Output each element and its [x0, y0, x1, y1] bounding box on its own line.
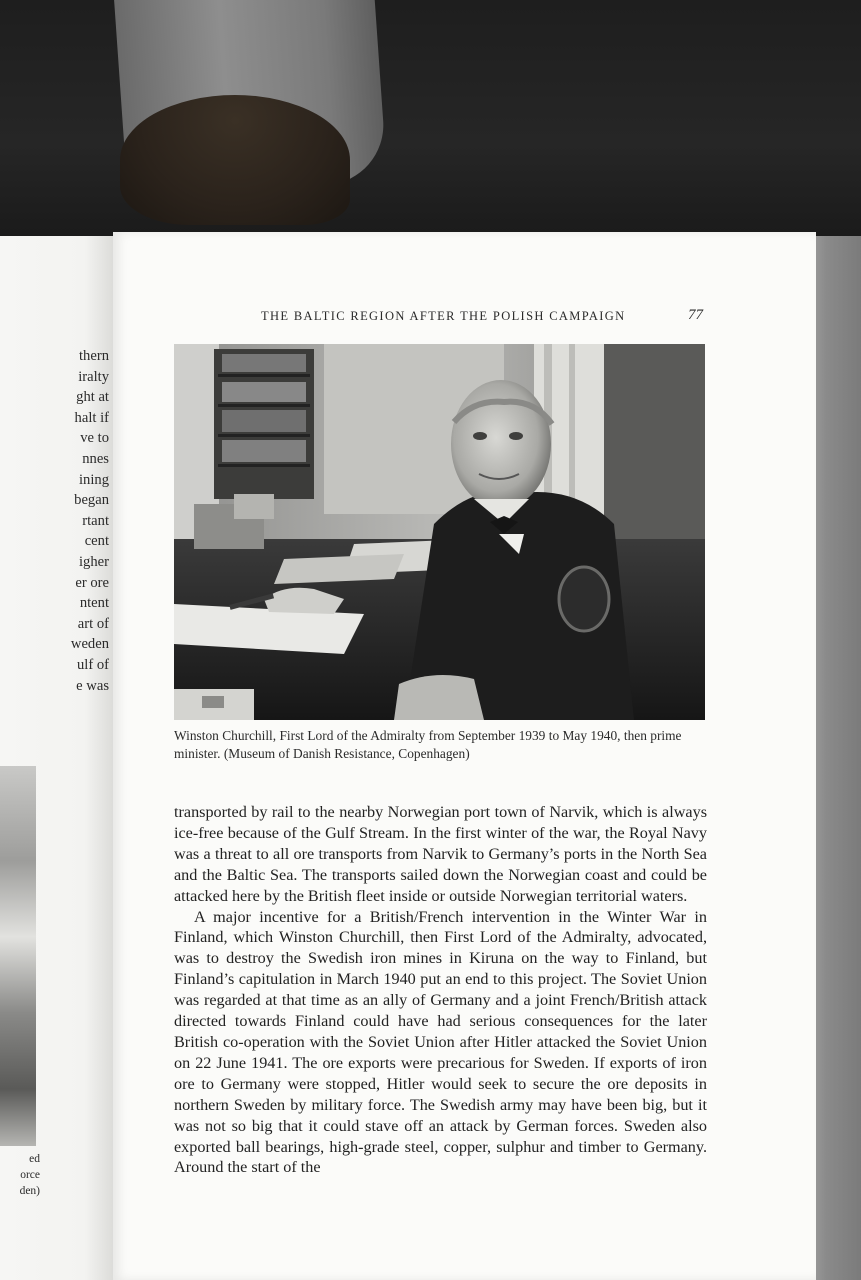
- left-caption-line: ed: [29, 1153, 40, 1165]
- left-text-line: ining: [79, 471, 109, 488]
- page-stack-edge: [812, 236, 861, 1280]
- left-text-line: weden: [70, 636, 109, 653]
- left-text-line: ulf of: [76, 656, 109, 673]
- paragraph: transported by rail to the nearby Norwegian port town of Narvik, which is always ice-free because of the Gulf Stream. In the first winter of the war, the Royal Navy was a threat to all ore transports from Narvik to Germany’s ports in the North Sea and the Baltic Sea. The transports sailed down the Norwegian coast and could be attacked here by the British fleet inside or outside Norwegian territorial waters.: [174, 803, 707, 905]
- left-text-line: er ore: [75, 574, 109, 591]
- left-text-line: ght at: [76, 389, 109, 406]
- left-text-line: e was: [76, 677, 109, 694]
- churchill-photograph: [174, 344, 705, 720]
- photo-caption: Winston Churchill, First Lord of the Admiralty from September 1939 to May 1940, then prime minister. (Museum of Danish Resistance, Copenhagen): [174, 728, 682, 761]
- left-text-line: igher: [79, 553, 109, 570]
- left-text-line: began: [74, 492, 109, 509]
- photo-illustration: [174, 344, 705, 720]
- left-page: [0, 236, 113, 1280]
- running-head: THE BALTIC REGION AFTER THE POLISH CAMPAIGN: [261, 309, 626, 323]
- left-text-line: nnes: [82, 450, 109, 467]
- left-page-text: [0, 346, 109, 696]
- body-text: [174, 802, 707, 1178]
- page-number: 77: [688, 307, 703, 323]
- left-page-photo-fragment: [0, 766, 36, 1146]
- left-text-line: thern: [79, 348, 109, 364]
- paragraph: A major incentive for a British/French intervention in the Winter War in Finland, which Winston Churchill, then First Lord of the Admiralty, advocated, was to destroy the Swedish iron mines in Kiruna on the way to Finland, but Finland’s capitulation in March 1940 put an end to this project. The Soviet Union was regarded at that time as an ally of Germany and a joint French/British attack directed towards Finland could have had serious consequences for the later British co-operation with the Soviet Union after Hitler attacked the Soviet Union on 22 June 1941. The ore exports were precarious for Sweden. If exports of iron ore to Germany were stopped, Hitler would seek to secure the ore deposits in northern Sweden by military force. The Swedish army may have been big, but it was not so big that it could stave off an attack by German forces. Sweden also exported ball bearings, high-grade steel, copper, sulphur and timber to Germany. Around the start of the: [174, 907, 707, 1177]
- left-page-caption: [0, 1151, 40, 1199]
- left-text-line: ntent: [79, 595, 109, 612]
- left-text-line: ve to: [80, 430, 109, 447]
- hand-holding-book: [120, 95, 350, 225]
- left-caption-line: orce: [20, 1169, 40, 1181]
- left-text-line: halt if: [74, 409, 109, 426]
- left-text-line: rtant: [82, 512, 109, 529]
- left-text-line: art of: [77, 615, 109, 632]
- left-text-line: cent: [84, 533, 109, 550]
- left-caption-line: den): [19, 1185, 40, 1197]
- left-text-line: iralty: [78, 368, 109, 385]
